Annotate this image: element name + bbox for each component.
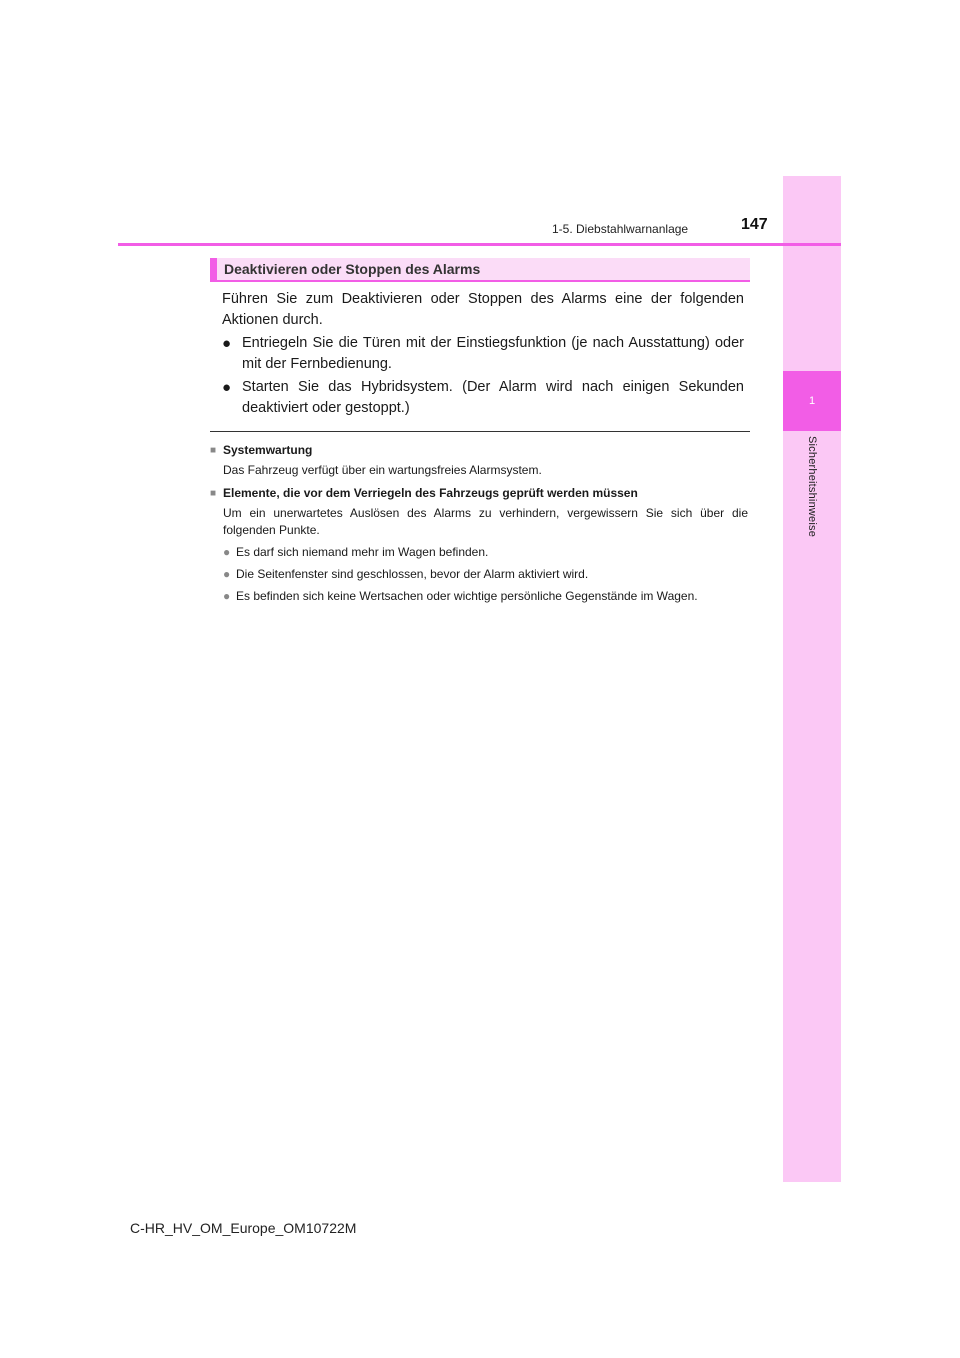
bullet-dot-icon: ● [223,589,231,603]
box-bullet [222,333,744,375]
square-bullet-icon: ■ [210,488,217,499]
chapter-number [783,371,841,431]
note-bullet-text: Die Seitenfenster sind geschlossen, bevor der Alarm aktiviert wird. [236,567,589,581]
chapter-title-tab [783,436,841,556]
note-bullet [210,544,748,561]
note-bullet [210,588,748,605]
note-heading-text: Elemente, die vor dem Verriegeln des Fahrzeugs geprüft werden müssen [223,486,638,500]
note-body: Um ein unerwartetes Auslösen des Alarms zu verhindern, vergewissern Sie sich über die folgenden Punkte. [223,506,748,537]
box-intro: Führen Sie zum Deaktivieren oder Stoppen des Alarms eine der folgenden Aktionen durch. [222,291,744,328]
header-rule [118,243,841,246]
page-number: 147 [741,216,768,233]
box-title: Deaktivieren oder Stoppen des Alarms [224,261,481,277]
chapter-side-tab [783,176,841,1182]
bullet-dot-icon: ● [222,335,232,352]
section-title: 1-5. Diebstahlwarnanlage [552,222,689,236]
note-bullet-text: Es befinden sich keine Wertsachen oder wichtige persönliche Gegenstände im Wagen. [236,589,698,603]
note-body: Das Fahrzeug verfügt über ein wartungsfreies Alarmsystem. [223,463,542,477]
box-bullet-text: Starten Sie das Hybridsystem. (Der Alarm wird nach einigen Sekunden deaktiviert oder gestoppt.) [242,379,744,416]
bullet-dot-icon: ● [222,379,232,396]
box-header-bar [210,258,217,282]
notes-section [210,442,748,609]
box-content [222,289,744,421]
box-bullet-text: Entriegeln Sie die Türen mit der Einstiegsfunktion (je nach Ausstattung) oder mit der Fernbedienung. [242,335,744,372]
bullet-dot-icon: ● [223,567,231,581]
note-heading [210,485,748,502]
footer-doc-id: C-HR_HV_OM_Europe_OM10722M [130,1220,357,1236]
chapter-title: Sicherheitshinweise [806,436,818,538]
note-heading [210,442,748,459]
box-bullet [222,377,744,419]
note-bullet-text: Es darf sich niemand mehr im Wagen befinden. [236,545,489,559]
note-bullet [210,566,748,583]
box-header [210,258,750,282]
square-bullet-icon: ■ [210,445,217,456]
bullet-dot-icon: ● [223,545,231,559]
chapter-number-text: 1 [808,395,816,407]
section-divider [210,431,750,432]
note-heading-text: Systemwartung [223,443,313,457]
